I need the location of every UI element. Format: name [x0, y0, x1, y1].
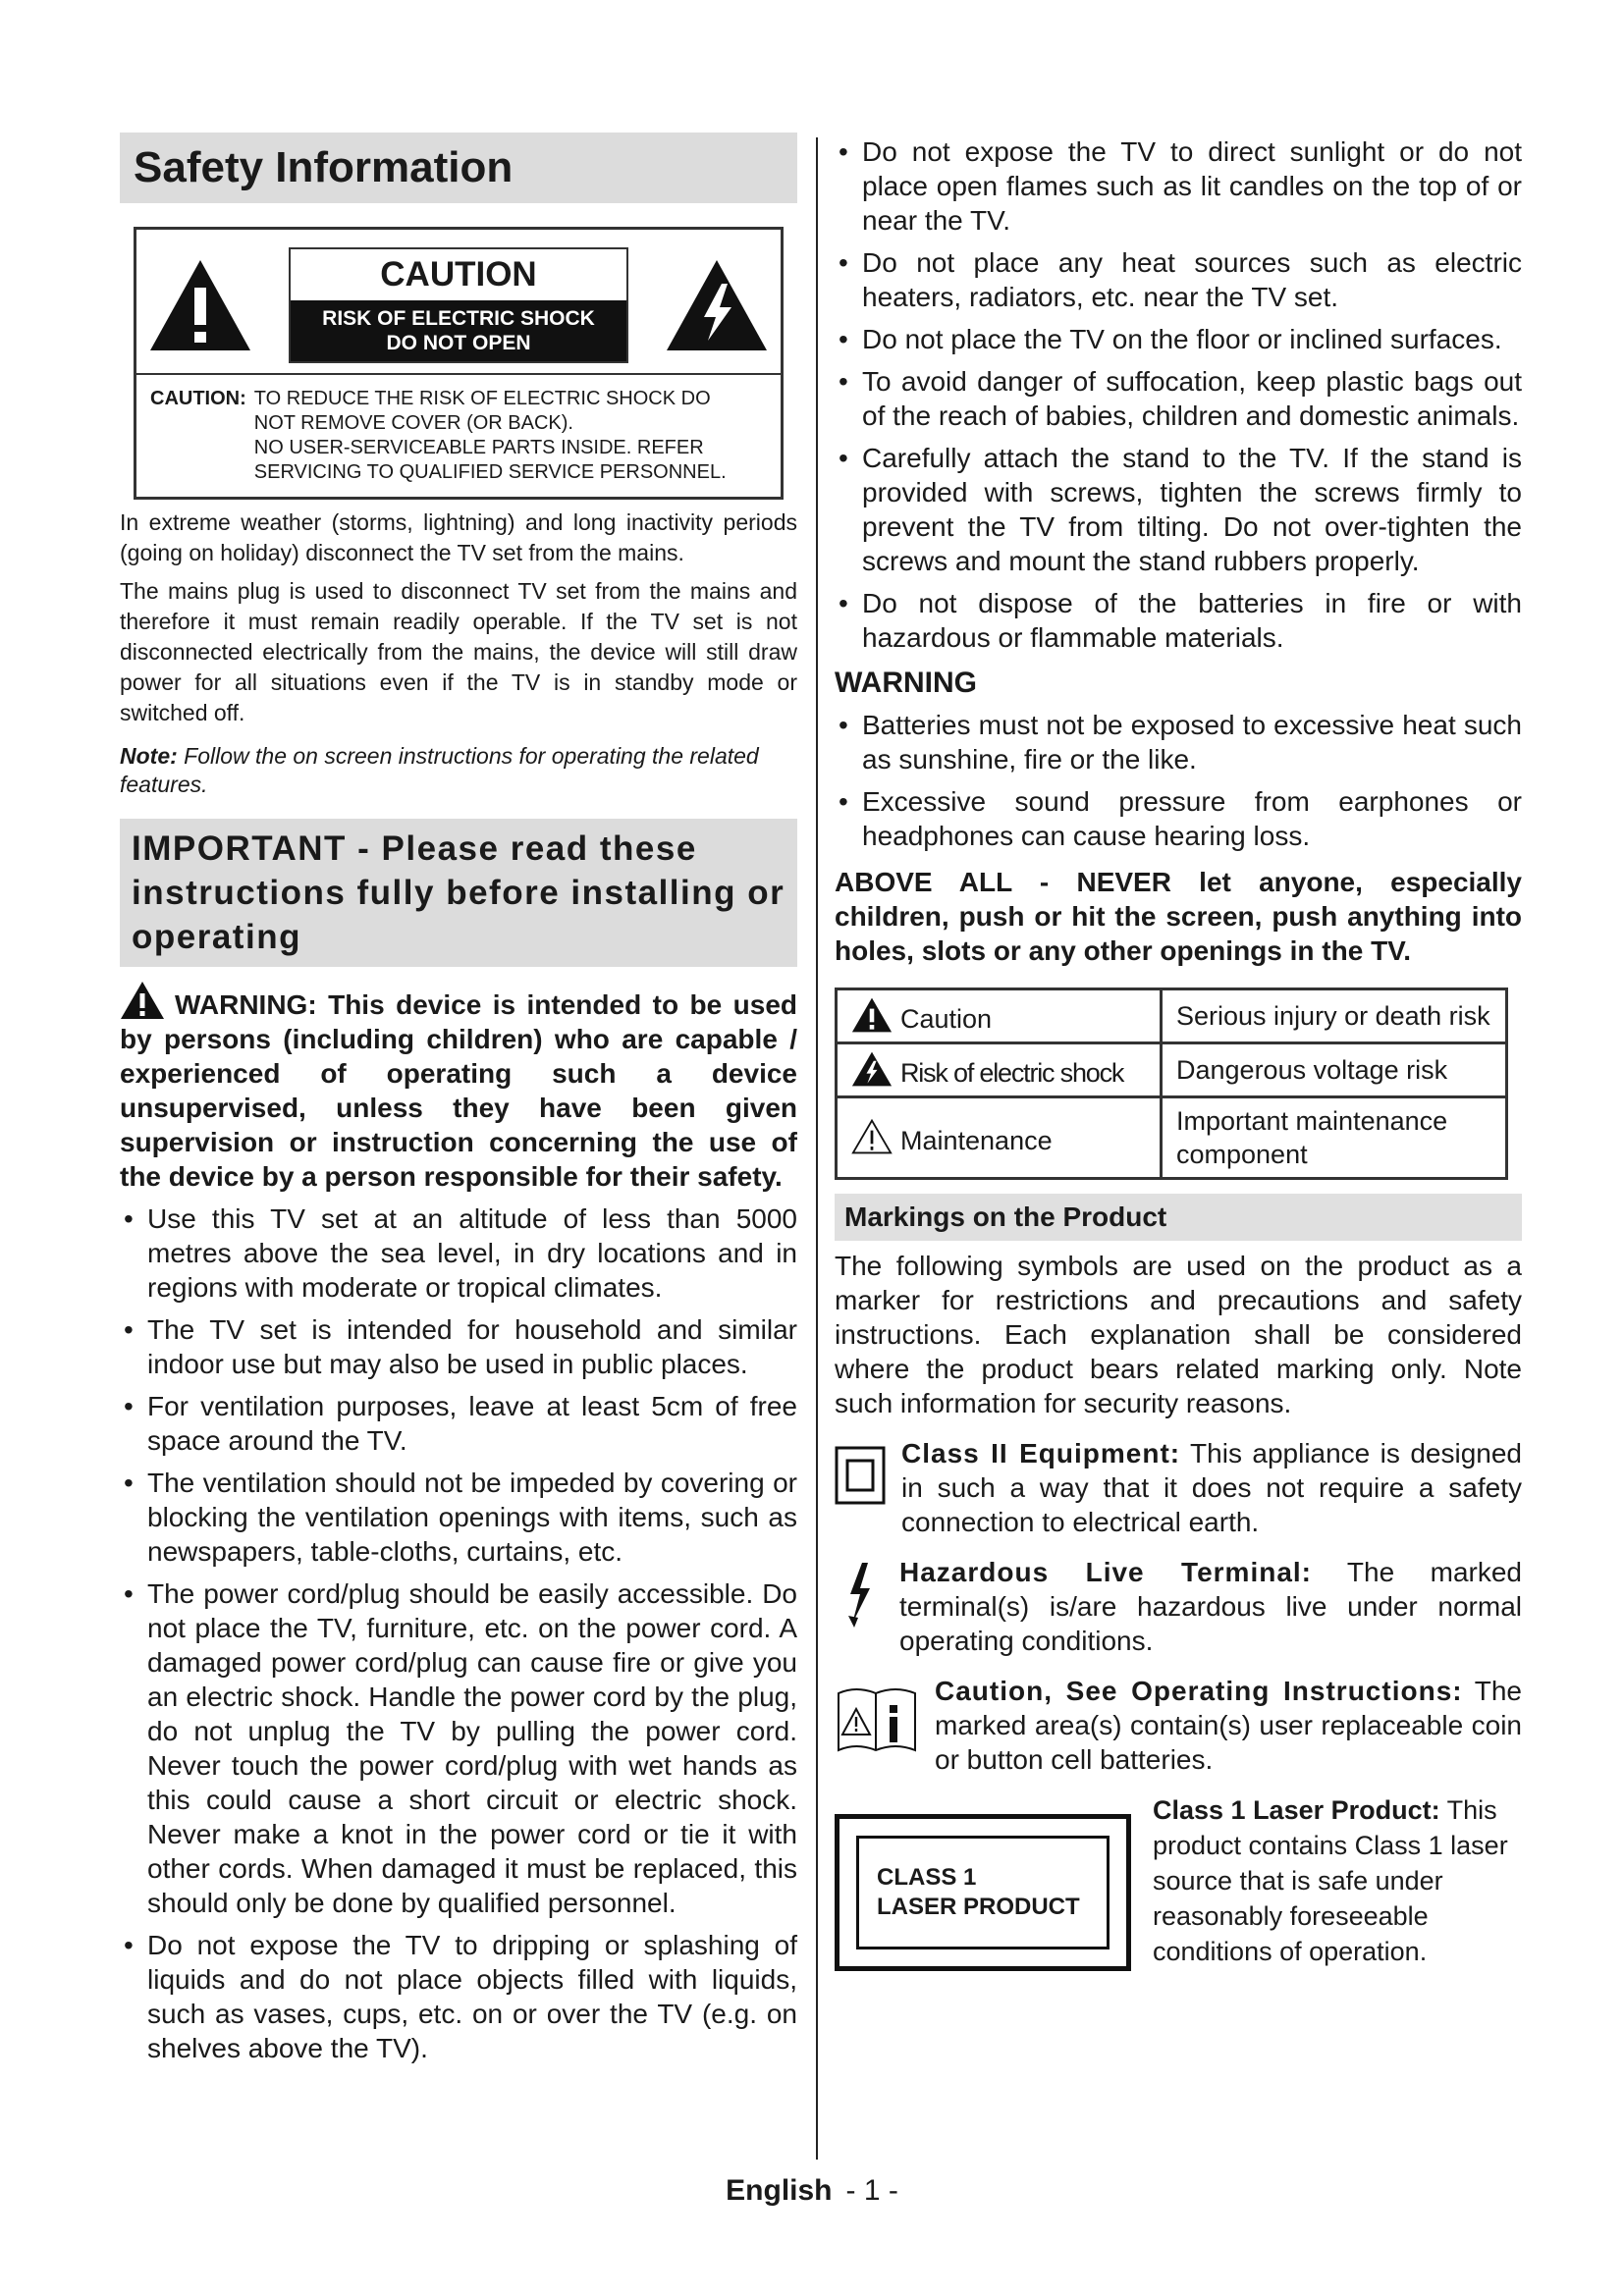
- list-item: • The power cord/plug should be easily accessible. Do not place the TV, furniture, etc. on the power cord. A damaged power cord/plug can cause fire or give you an electric shock. Handle the power cord by the plug, do not unplug the TV by pulling the power cord. Never touch the power cord/plug with wet hands as this could cause a short circuit or electric shock. Never make a knot in the power cord or tie it with other cords. When damaged it must be replaced, this should only be done by qualified personnel.: [120, 1576, 797, 1920]
- page-footer: [0, 2174, 1624, 2208]
- table-row: [837, 1097, 1507, 1179]
- list-item: • Use this TV set at an altitude of less than 5000 metres above the sea level, in dry locations and in regions with moderate or tropical climates.: [120, 1201, 797, 1305]
- left-bullet-list: [120, 1201, 797, 2065]
- legend-desc: Dangerous voltage risk: [1162, 1043, 1507, 1097]
- hazardous-terminal-title: Hazardous Live Terminal:: [899, 1557, 1312, 1587]
- list-item: • Do not dispose of the batteries in fire or with hazardous or flammable materials.: [835, 586, 1522, 655]
- table-row: [837, 989, 1507, 1043]
- caution-triangle-icon: [851, 996, 893, 1034]
- laser-desc: This product contains Class 1 laser source that is safe under reasonably foreseeable conditions of operation.: [1153, 1795, 1508, 1966]
- lightning-triangle-icon: [663, 256, 771, 354]
- laser-title: Class 1 Laser Product:: [1153, 1795, 1440, 1825]
- class-ii-desc: This appliance is designed in such a way that it does not require a safety connection to electrical earth.: [901, 1438, 1522, 1537]
- section-title-safety: Safety Information: [120, 133, 797, 203]
- operating-instructions-title: Caution, See Operating Instructions:: [935, 1676, 1463, 1706]
- caution-text: [136, 373, 781, 497]
- laser-label-box: [835, 1814, 1131, 1971]
- legend-label: Caution: [900, 1004, 993, 1034]
- note: [120, 742, 797, 799]
- class-ii-square-icon: [835, 1446, 886, 1505]
- warning-heading: WARNING: [835, 667, 977, 699]
- right-column: [835, 133, 1522, 1971]
- list-item: • Carefully attach the stand to the TV. If the stand is provided with screws, tighten the screws firmly to prevent the TV from tilting. Do not over-tighten the screws and mount the stand rubbers properly.: [835, 441, 1522, 578]
- above-all-warning: ABOVE ALL - NEVER let anyone, especially children, push or hit the screen, push anything into holes, slots or any other openings in the TV.: [835, 867, 1522, 966]
- list-item: • Do not expose the TV to dripping or splashing of liquids and do not place objects filled with liquids, such as vases, cups, etc. on or over the TV (e.g. on shelves above the TV).: [120, 1928, 797, 2065]
- table-row: [837, 1043, 1507, 1097]
- caution-subtitle: [291, 300, 626, 361]
- legend-label: Risk of electric shock: [900, 1058, 1124, 1088]
- legend-label-cell: [837, 1097, 1162, 1179]
- warning-text: WARNING: This device is intended to be used by persons (including children) who are capable / experienced of operating such a device unsupervised, unless they have been given supervision or instruction concerning the use of the device by a person responsible for their safety.: [120, 989, 797, 1192]
- paragraph-mains-plug: The mains plug is used to disconnect TV set from the mains and therefore it must remain readily operable. If the TV set is not disconnected electrically from the mains, the device will still draw power for all situations even if the TV is in standby mode or switched off.: [120, 578, 797, 725]
- caution-label: [289, 247, 628, 363]
- list-item: • Excessive sound pressure from earphones or headphones can cause hearing loss.: [835, 784, 1522, 853]
- markings-title: Markings on the Product: [835, 1194, 1522, 1241]
- legend-desc: Serious injury or death risk: [1162, 989, 1507, 1043]
- hazardous-terminal-text: [899, 1555, 1522, 1658]
- operating-instructions-desc: The marked area(s) contain(s) user replaceable coin or button cell batteries.: [935, 1676, 1522, 1775]
- class-ii-title: Class II Equipment:: [901, 1438, 1181, 1468]
- list-item: • Do not place any heat sources such as electric heaters, radiators, etc. near the TV set.: [835, 245, 1522, 314]
- operating-instructions-symbol-entry: [835, 1674, 1522, 1777]
- caution-line: SERVICING TO QUALIFIED SERVICE PERSONNEL.: [253, 461, 727, 483]
- class-ii-text: [901, 1436, 1522, 1539]
- paragraph-weather: In extreme weather (storms, lightning) and long inactivity periods (going on holiday) disconnect the TV set from the mains.: [120, 509, 797, 565]
- caution-line: NOT REMOVE COVER (OR BACK).: [253, 412, 573, 434]
- symbol-legend-table: [835, 988, 1508, 1180]
- exclamation-triangle-icon: [146, 256, 254, 354]
- lightning-bolt-icon: [840, 1561, 880, 1629]
- electric-shock-triangle-icon: [851, 1050, 893, 1088]
- hazardous-terminal-symbol-entry: [835, 1555, 1522, 1658]
- column-divider: [816, 137, 818, 2160]
- list-item: • To avoid danger of suffocation, keep plastic bags out of the reach of babies, children and domestic animals.: [835, 364, 1522, 433]
- caution-text-label: CAUTION:: [150, 388, 246, 409]
- right-bullet-list: [835, 134, 1522, 655]
- caution-line: NO USER-SERVICEABLE PARTS INSIDE. REFER: [253, 437, 704, 458]
- note-text: Follow the on screen instructions for operating the related features.: [120, 743, 759, 797]
- class-ii-symbol-entry: [835, 1436, 1522, 1539]
- footer-language: English: [726, 2174, 833, 2207]
- laser-product-entry: [835, 1792, 1522, 1971]
- caution-line: TO REDUCE THE RISK OF ELECTRIC SHOCK DO: [253, 388, 711, 409]
- list-item: • For ventilation purposes, leave at least 5cm of free space around the TV.: [120, 1389, 797, 1458]
- list-item: • The TV set is intended for household and similar indoor use but may also be used in public places.: [120, 1312, 797, 1381]
- hazardous-terminal-desc: The marked terminal(s) is/are hazardous live under normal operating conditions.: [899, 1557, 1522, 1656]
- laser-text: [1153, 1792, 1522, 1971]
- markings-paragraph: The following symbols are used on the product as a marker for restrictions and precautions and safety instructions. Each explanation shall be considered where the product bears related marking only. Note such information for security reasons.: [835, 1251, 1522, 1418]
- legend-desc: Important maintenance component: [1162, 1097, 1507, 1179]
- laser-box-line: CLASS 1: [877, 1864, 977, 1891]
- battery-bullet-list: [835, 708, 1522, 853]
- page-number: - 1 -: [845, 2174, 898, 2207]
- list-item: • Do not expose the TV to direct sunlight or do not place open flames such as lit candles on the top of or near the TV.: [835, 134, 1522, 238]
- left-column: [120, 133, 797, 2065]
- operating-instructions-text: [935, 1674, 1522, 1777]
- note-label: Note:: [120, 743, 178, 769]
- book-info-icon: [835, 1680, 919, 1762]
- list-item: • The ventilation should not be impeded by covering or blocking the ventilation openings with items, such as newspapers, table-cloths, curtains, etc.: [120, 1466, 797, 1569]
- do-not-open-text: DO NOT OPEN: [386, 332, 531, 354]
- legend-label-cell: [837, 1043, 1162, 1097]
- warning-triangle-icon: [120, 981, 165, 1020]
- caution-box: [134, 227, 784, 500]
- list-item: • Batteries must not be exposed to excessive heat such as sunshine, fire or the like.: [835, 708, 1522, 776]
- section-title-important: IMPORTANT - Please read these instructions fully before installing or operating: [120, 819, 797, 967]
- maintenance-triangle-icon: [851, 1118, 893, 1155]
- warning-paragraph: [120, 981, 797, 1194]
- legend-label: Maintenance: [900, 1126, 1053, 1155]
- laser-box-line: LASER PRODUCT: [877, 1894, 1080, 1920]
- list-item: • Do not place the TV on the floor or inclined surfaces.: [835, 322, 1522, 356]
- caution-title: CAUTION: [380, 255, 537, 294]
- risk-text: RISK OF ELECTRIC SHOCK: [322, 307, 595, 330]
- legend-label-cell: [837, 989, 1162, 1043]
